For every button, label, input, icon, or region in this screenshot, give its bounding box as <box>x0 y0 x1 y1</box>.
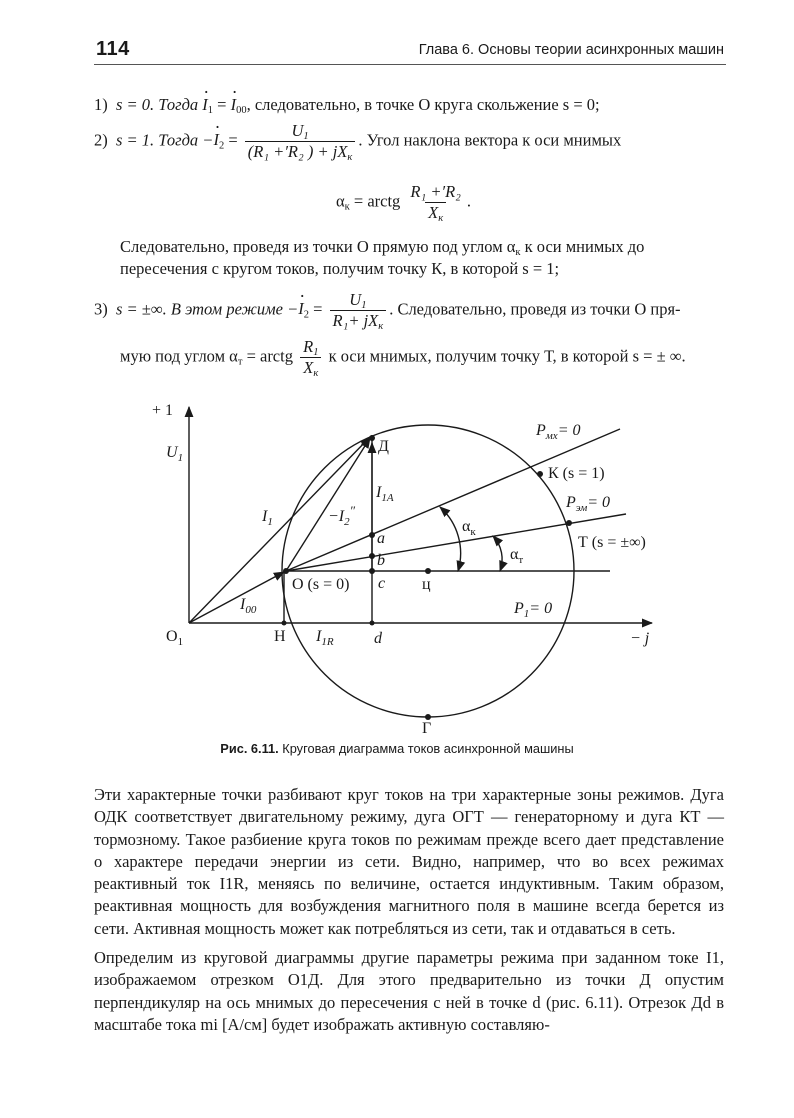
item-3-lhs-sub: 2 <box>303 309 309 321</box>
point-t <box>566 520 572 526</box>
vector-i00 <box>189 572 284 623</box>
item-2-text-line-1 <box>120 236 644 258</box>
point-h <box>282 621 287 626</box>
alpha-t-arc <box>493 536 502 571</box>
label-k: К (s = 1) <box>548 465 605 482</box>
label-a: a <box>377 530 385 547</box>
item-1-lead: s = 0. Тогда <box>116 95 199 114</box>
point-k <box>537 471 543 477</box>
figure-caption <box>0 741 794 756</box>
label-g: Г <box>422 720 432 735</box>
label-i1: $I_1$ <box>262 508 273 528</box>
label-center: ц <box>422 576 431 593</box>
label-h: Н <box>274 628 286 645</box>
point-c <box>369 568 375 574</box>
point-o <box>283 568 289 574</box>
item-3-denominator: R₁+ jX <box>332 311 379 330</box>
figure-caption-label: Рис. 6.11. <box>220 741 279 756</box>
item-3-line-2-eq: = arctg <box>246 346 293 366</box>
item-2-lhs-sub: 2 <box>218 140 225 152</box>
item-3-lhs: · I <box>298 298 304 320</box>
item-2-denominator-sub: к <box>347 152 353 163</box>
item-2: 2) s = 1. Тогда −· $I_2$ = $\frac{U_1}{(R_1 +'R_2 ) + jX_к}$ . Угол наклона вектора к оси мнимых <box>94 122 621 161</box>
item-2-text-line-2: пересечения с кругом токов, получим точку К, в которой s = 1; <box>120 259 560 278</box>
item-3-line-2-tail: к оси мнимых, получим точку Т, в которой s = ± ∞. <box>328 346 686 366</box>
alpha-k-formula-den-sub: к <box>438 213 444 224</box>
item-2-lhs: · I <box>213 129 219 151</box>
paragraph-1: Эти характерные точки разбивают круг токов на три характерные зоны режимов. Дуга ОДК соответствует двигательному режиму, дуга ОГТ — генераторному и дуга КТ — тормозному. Такое разбиение круга токов по режимам прежде всего дает представление о характере передачи энергии из сети. Видно, например, что во всех режимах реактивный ток I1R, меняясь по величине, остается индуктивным. Таким образом, реактивная мощность для возбуждения магнитного поля в машине всегда берется из сети. Активная мощность может как потребляться из сети, так и отдаваться в сеть. <box>94 785 724 938</box>
item-3-line-2-den-sub: к <box>313 368 319 379</box>
label-minus-j: − j <box>630 630 650 647</box>
item-3-line-2-num-sub: 1 <box>313 347 319 358</box>
item-2-number: 2) <box>94 130 108 150</box>
header-rule <box>94 64 726 65</box>
item-3-denominator-sub: к <box>378 321 384 332</box>
item-3-line-2-lead: мую под углом α <box>120 346 238 366</box>
label-b: b <box>377 552 385 569</box>
item-3-line-2-den: X <box>303 358 314 377</box>
circle-diagram <box>0 395 794 735</box>
vector-i1 <box>189 437 370 623</box>
item-2-text-line-1-sub: к <box>515 247 521 258</box>
label-alpha-t: $\alpha_т$ <box>510 546 524 566</box>
item-3-line-2 <box>120 338 686 377</box>
running-head: Глава 6. Основы теории асинхронных машин <box>418 42 724 58</box>
alpha-k-formula-lhs-sub: к <box>344 201 350 213</box>
point-d <box>369 435 375 441</box>
item-1-current-i00: · I <box>231 94 237 116</box>
item-3-number: 3) <box>94 299 108 319</box>
item-2-tail: . Угол наклона вектора к оси мнимых <box>358 130 622 150</box>
item-3-numerator: U <box>349 290 362 309</box>
label-o: О (s = 0) <box>292 576 350 593</box>
item-1-tail: , следовательно, в точке О круга скольжение s = 0; <box>246 95 600 114</box>
alpha-k-formula-eq: = arctg <box>353 191 401 211</box>
item-3-tail: . Следовательно, проведя из точки О пря- <box>389 299 681 319</box>
alpha-k-formula <box>336 183 471 222</box>
item-2-fraction <box>245 122 356 161</box>
label-p-em: $P_{эм}= 0$ <box>566 494 611 514</box>
label-alpha-k: $\alpha_к$ <box>462 518 476 538</box>
label-plus-one: + 1 <box>152 402 174 419</box>
point-d-lower <box>370 621 375 626</box>
item-3-fraction <box>330 291 387 330</box>
label-i00: $I_{00}$ <box>240 596 257 616</box>
item-3-line-2-lead-sub: т <box>237 356 243 368</box>
label-c: c <box>378 575 386 592</box>
alpha-k-formula-den: X <box>428 203 439 222</box>
label-i1a: $I_{1A}$ <box>376 484 394 504</box>
label-u1: $U_1$ <box>166 444 184 464</box>
page-number: 114 <box>96 38 130 60</box>
alpha-k-arc <box>440 507 461 571</box>
item-2-numerator-sub: 1 <box>303 131 309 142</box>
label-o1: $О_1$ <box>166 628 184 648</box>
label-t: Т (s = ±∞) <box>578 534 646 551</box>
item-2-lead: s = 1. Тогда − <box>116 130 214 150</box>
item-1-current-i1: · I <box>202 94 208 116</box>
label-p-mh: $P_{мх}= 0$ <box>536 422 581 442</box>
label-d: Д <box>378 438 389 455</box>
item-1-current-i1-sub: 1 <box>207 105 214 116</box>
item-2-denominator: (R₁ +′R₂ ) + jX <box>247 142 348 161</box>
figure-caption-text: Круговая диаграмма токов асинхронной машины <box>282 741 574 756</box>
item-3-lead: s = ±∞. В этом режиме − <box>116 299 299 319</box>
point-center <box>425 568 431 574</box>
item-1-number: 1) <box>94 95 108 114</box>
item-1: 1) s = 0. Тогда · $I_1$ = · $I_{00}$, следовательно, в точке О круга скольжение s = 0; <box>94 94 600 116</box>
item-3: 3) s = ±∞. В этом режиме −· $I_2$ = $\frac{U_1}{R_1+ jX_к}$ . Следовательно, проведя из точки О пря- <box>94 291 681 330</box>
item-2-text-line-1-end: к оси мнимых до <box>524 237 645 256</box>
alpha-k-formula-lhs: α <box>336 191 345 211</box>
point-a <box>369 532 375 538</box>
paragraph-2: Определим из круговой диаграммы другие параметры режима при заданном токе I1, изображаемом отрезком О1Д. Для этого предварительно из точки Д опустим перпендикуляр на ось мнимых до пересечения с ней в точке d (рис. 6.11). Отрезок Дd в масштабе тока mi [А/см] будет изображать активную составляю- <box>94 948 724 1034</box>
label-p1: $P_1= 0$ <box>514 600 553 620</box>
item-1-current-i00-sub: 00 <box>236 105 247 116</box>
point-b <box>369 553 375 559</box>
alpha-k-formula-end: . <box>466 191 472 211</box>
item-3-numerator-sub: 1 <box>361 300 367 311</box>
item-2-numerator: U <box>291 121 304 140</box>
circle-diagram-figure <box>0 395 794 735</box>
label-i2pp: $-I_2''$ <box>328 503 356 528</box>
label-i1r: $I_{1R}$ <box>316 628 334 648</box>
item-3-line-2-num: R <box>303 337 314 356</box>
alpha-k-formula-num: R₁ +′R₂ <box>410 182 461 201</box>
label-d-lower: d <box>374 630 382 647</box>
item-2-text-line-1-main: Следовательно, проведя из точки О прямую под углом α <box>120 237 516 256</box>
